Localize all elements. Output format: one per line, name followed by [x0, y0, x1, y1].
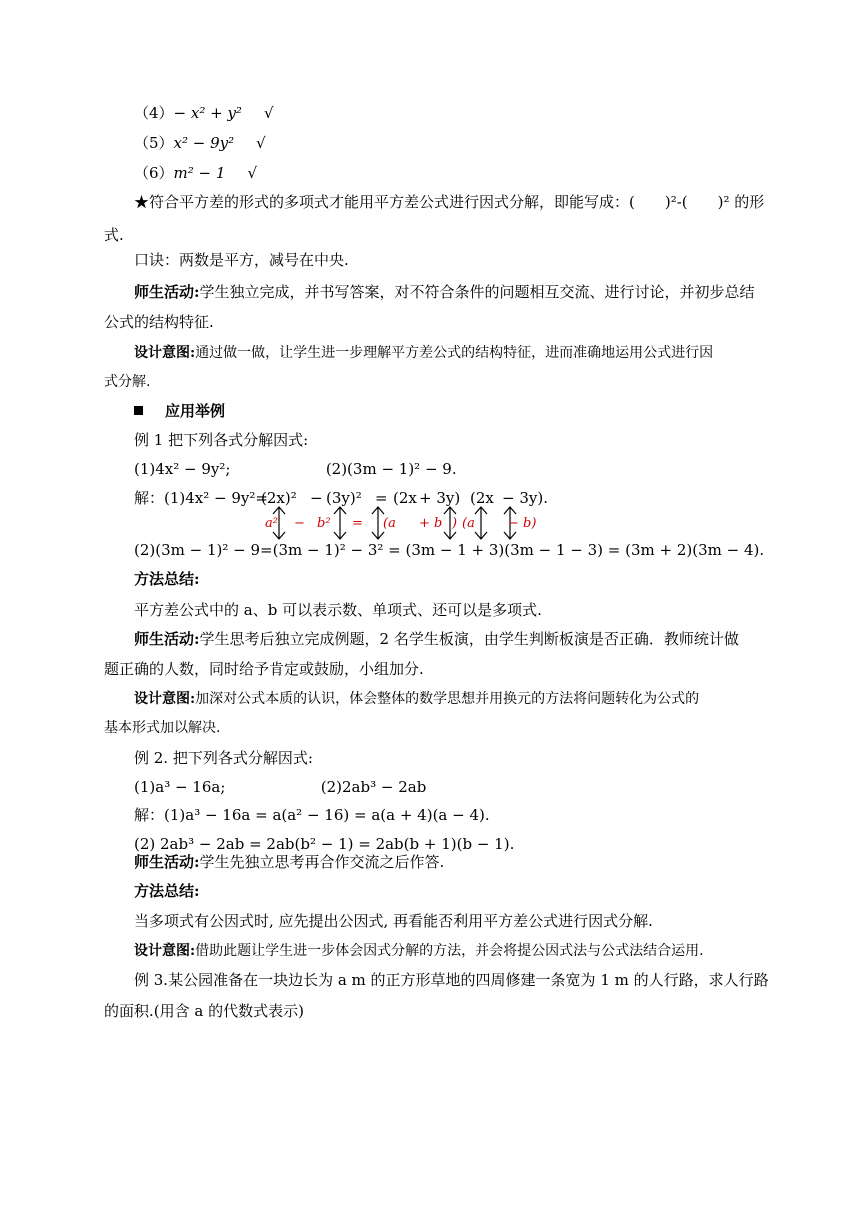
- math-expression: m² − 1: [173, 164, 226, 182]
- math-expression: x² − 9y²: [173, 134, 235, 152]
- term: (2x)²: [261, 489, 297, 507]
- method-label: 方法总结:: [134, 882, 200, 900]
- example-problems: (1)a³ − 16a; (2)2ab³ − 2ab: [134, 778, 427, 796]
- double-arrow-icon: [333, 505, 347, 541]
- list-item: [134, 103, 274, 123]
- double-arrow-icon: [474, 505, 488, 541]
- intent-text: 通过做一做，让学生进一步理解平方差公式的结构特征，进而准确地运用公式进行因: [195, 345, 714, 361]
- method-text: 当多项式有公因式时, 应先提出公因式, 再看能否利用平方差公式进行因式分解.: [134, 912, 653, 930]
- solution-line: (2)(3m − 1)² − 9=(3m − 1)² − 3² = (3m − 1 + 3)(3m − 1 − 3) = (3m + 2)(3m − 4).: [134, 541, 765, 559]
- list-number: （5）: [134, 134, 174, 152]
- activity-text: 学生思考后独立完成例题，2 名学生板演，由学生判断板演是否正确．教师统计做: [199, 630, 739, 648]
- activity-text-cont: 公式的结构特征.: [104, 313, 214, 331]
- solution-line: [134, 488, 268, 508]
- red-label: −: [294, 516, 305, 531]
- list-item: [134, 133, 266, 153]
- list-number: （4）: [134, 104, 174, 122]
- section-title: 应用举例: [165, 402, 226, 420]
- term: − 3y).: [502, 489, 548, 507]
- section-heading: [134, 401, 225, 421]
- intent-label: 设计意图:: [134, 691, 196, 707]
- list-number: （6）: [134, 164, 174, 182]
- square-bullet-icon: [134, 406, 143, 415]
- activity-paragraph: [134, 282, 755, 302]
- intent-paragraph: [134, 343, 713, 363]
- example-title: 例 2. 把下列各式分解因式:: [134, 749, 313, 767]
- intent-label: 设计意图:: [134, 345, 196, 361]
- intent-text: 借助此题让学生进一步体会因式分解的方法，并会将提公因式法与公式法结合运用.: [195, 943, 704, 959]
- example-text: 例 3.某公园准备在一块边长为 a m 的正方形草地的四周修建一条宽为 1 m 的人行路，求人行路: [134, 971, 769, 989]
- red-label: (a: [383, 516, 396, 531]
- solution-line: (2) 2ab³ − 2ab = 2ab(b² − 1) = 2ab(b + 1)(b − 1).: [134, 835, 515, 853]
- red-label: − b): [508, 516, 537, 531]
- red-label: b²: [317, 516, 331, 531]
- activity-label: 师生活动:: [134, 630, 200, 648]
- activity-paragraph: [134, 852, 444, 872]
- intent-paragraph: [134, 689, 699, 709]
- method-label: 方法总结:: [134, 570, 200, 588]
- red-label: (a: [462, 516, 475, 531]
- activity-label: 师生活动:: [134, 283, 200, 301]
- red-label: a²: [265, 516, 278, 531]
- check-mark: √: [263, 104, 274, 122]
- list-item: [134, 163, 257, 183]
- red-label: =: [352, 516, 363, 531]
- term: (3y)²: [326, 489, 362, 507]
- intent-text-cont: 式分解.: [104, 374, 151, 390]
- example-title: 例 1 把下列各式分解因式:: [134, 431, 309, 449]
- term: =: [375, 489, 388, 507]
- activity-text-cont: 题正确的人数，同时给予肯定或鼓励，小组加分.: [104, 660, 424, 678]
- example-text-cont: 的面积.(用含 a 的代数式表示): [104, 1002, 304, 1020]
- activity-text: 学生先独立思考再合作交流之后作答.: [199, 853, 445, 871]
- activity-text: 学生独立完成，并书写答案，对不符合条件的问题相互交流、进行讨论，并初步总结: [199, 283, 755, 301]
- activity-label: 师生活动:: [134, 853, 200, 871]
- rule-text: ★符合平方差的形式的多项式才能用平方差公式进行因式分解，即能写成：( )²-( )² 的形: [134, 193, 765, 211]
- solution-line: 解：(1)a³ − 16a = a(a² − 16) = a(a + 4)(a − 4).: [134, 806, 490, 824]
- term: (2x: [470, 489, 494, 507]
- term: −: [310, 489, 323, 507]
- solution-prefix: 解：(1)4x² − 9y²=: [134, 489, 268, 507]
- intent-label: 设计意图:: [134, 943, 196, 959]
- check-mark: √: [247, 164, 257, 182]
- red-label: + b: [419, 516, 443, 531]
- mnemonic: 口诀：两数是平方，减号在中央.: [134, 251, 349, 269]
- activity-paragraph: [134, 629, 739, 649]
- red-label: ): [452, 516, 458, 531]
- term: (2x: [393, 489, 417, 507]
- rule-text-cont: 式.: [104, 226, 124, 244]
- intent-paragraph: [134, 941, 704, 961]
- intent-text: 加深对公式本质的认识，体会整体的数学思想并用换元的方法将问题转化为公式的: [195, 691, 700, 707]
- intent-text-cont: 基本形式加以解决.: [104, 720, 221, 736]
- math-expression: − x² + y²: [173, 104, 242, 122]
- method-text: 平方差公式中的 a、b 可以表示数、单项式、还可以是多项式.: [134, 601, 542, 619]
- example-problems: (1)4x² − 9y²; (2)(3m − 1)² − 9.: [134, 460, 457, 478]
- term: + 3y): [419, 489, 461, 507]
- check-mark: √: [256, 134, 266, 152]
